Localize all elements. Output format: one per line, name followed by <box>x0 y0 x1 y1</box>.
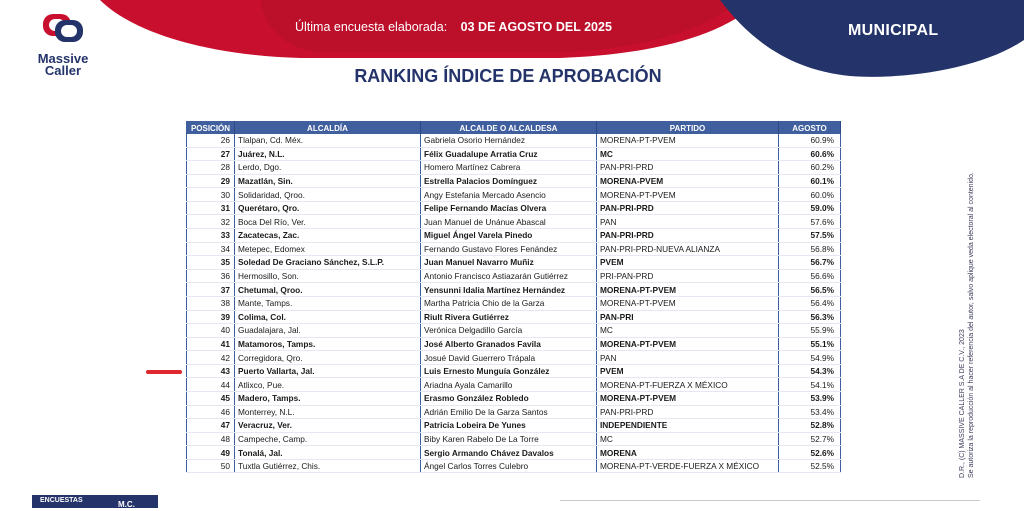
municipality-cell: Madero, Tamps. <box>235 391 421 405</box>
table-row <box>187 256 841 270</box>
mayor-cell: Gabriela Osorio Hernández <box>421 134 597 147</box>
mayor-cell: Angy Estefania Mercado Asencio <box>421 188 597 202</box>
table-row <box>187 296 841 310</box>
party-cell: MORENA <box>597 446 779 460</box>
table-row <box>187 215 841 229</box>
mayor-cell: Sergio Armando Chávez Davalos <box>421 446 597 460</box>
position-cell: 44 <box>187 378 235 392</box>
approval-cell: 60.0% <box>779 188 841 202</box>
party-cell: PAN-PRI-PRD <box>597 201 779 215</box>
mayor-cell: Ariadna Ayala Camarillo <box>421 378 597 392</box>
municipality-cell: Corregidora, Qro. <box>235 351 421 365</box>
municipality-cell: Monterrey, N.L. <box>235 405 421 419</box>
position-cell: 46 <box>187 405 235 419</box>
approval-cell: 52.5% <box>779 459 841 473</box>
table-row <box>187 242 841 256</box>
copyright-notice: D.R., (C) MASSIVE CALLER S.A DE C.V., 2023 Se autoriza la reproducción al hacer referencia del autor, salvo aplique veda electoral al contenido. <box>959 172 975 478</box>
party-cell: PAN <box>597 351 779 365</box>
municipality-cell: Tuxtla Gutiérrez, Chis. <box>235 459 421 473</box>
approval-cell: 52.6% <box>779 446 841 460</box>
party-cell: MORENA-PT-PVEM <box>597 134 779 147</box>
party-cell: MORENA-PT-PVEM <box>597 337 779 351</box>
party-cell: MORENA-PT-VERDE-FUERZA X MÉXICO <box>597 459 779 473</box>
position-cell: 50 <box>187 459 235 473</box>
approval-cell: 56.7% <box>779 256 841 270</box>
party-cell: PAN-PRI-PRD <box>597 161 779 175</box>
approval-cell: 53.4% <box>779 405 841 419</box>
column-header-approval: AGOSTO <box>779 122 841 135</box>
party-cell: PAN-PRI-PRD <box>597 229 779 243</box>
party-cell: MORENA-PVEM <box>597 174 779 188</box>
table-row <box>187 337 841 351</box>
position-cell: 26 <box>187 134 235 147</box>
party-cell: MORENA-PT-PVEM <box>597 283 779 297</box>
municipality-cell: Chetumal, Qroo. <box>235 283 421 297</box>
municipality-cell: Colima, Col. <box>235 310 421 324</box>
party-cell: MORENA-PT-PVEM <box>597 188 779 202</box>
table-row <box>187 229 841 243</box>
municipality-cell: Soledad De Graciano Sánchez, S.L.P. <box>235 256 421 270</box>
table-row <box>187 161 841 175</box>
position-cell: 42 <box>187 351 235 365</box>
approval-cell: 56.6% <box>779 269 841 283</box>
approval-cell: 53.9% <box>779 391 841 405</box>
table-row <box>187 378 841 392</box>
municipality-cell: Lerdo, Dgo. <box>235 161 421 175</box>
table-header-row <box>187 122 841 135</box>
approval-cell: 60.6% <box>779 147 841 161</box>
municipality-cell: Puerto Vallarta, Jal. <box>235 364 421 378</box>
municipality-cell: Campeche, Camp. <box>235 432 421 446</box>
municipality-cell: Solidaridad, Qroo. <box>235 188 421 202</box>
table-row <box>187 134 841 147</box>
approval-cell: 54.3% <box>779 364 841 378</box>
table-row <box>187 419 841 433</box>
survey-date: 03 DE AGOSTO DEL 2025 <box>460 20 612 34</box>
position-cell: 43 <box>187 364 235 378</box>
mayor-cell: Ángel Carlos Torres Culebro <box>421 459 597 473</box>
position-cell: 38 <box>187 296 235 310</box>
ranking-table <box>186 121 841 473</box>
brand-name: Massive Caller <box>37 51 89 78</box>
mayor-cell: Erasmo González Robledo <box>421 391 597 405</box>
mayor-cell: Juan Manuel Navarro Muñiz <box>421 256 597 270</box>
party-cell: PRI-PAN-PRD <box>597 269 779 283</box>
table-row <box>187 405 841 419</box>
municipality-cell: Tlalpan, Cd. Méx. <box>235 134 421 147</box>
party-cell: PAN <box>597 215 779 229</box>
footer-divider <box>560 500 980 501</box>
mayor-cell: Yensunni Idalia Martínez Hernández <box>421 283 597 297</box>
party-cell: PAN-PRI-PRD-NUEVA ALIANZA <box>597 242 779 256</box>
approval-cell: 57.5% <box>779 229 841 243</box>
municipality-cell: Matamoros, Tamps. <box>235 337 421 351</box>
highlight-marker <box>146 370 182 374</box>
approval-cell: 60.9% <box>779 134 841 147</box>
municipality-cell: Atlixco, Pue. <box>235 378 421 392</box>
table-row <box>187 147 841 161</box>
party-cell: INDEPENDIENTE <box>597 419 779 433</box>
party-cell: PAN-PRI-PRD <box>597 405 779 419</box>
table-row <box>187 391 841 405</box>
approval-cell: 54.9% <box>779 351 841 365</box>
mayor-cell: Martha Patricia Chio de la Garza <box>421 296 597 310</box>
column-header-mayor: ALCALDE O ALCALDESA <box>421 122 597 135</box>
mayor-cell: Fernando Gustavo Flores Fenández <box>421 242 597 256</box>
municipality-cell: Mazatlán, Sin. <box>235 174 421 188</box>
approval-cell: 56.4% <box>779 296 841 310</box>
page-title: RANKING ÍNDICE DE APROBACIÓN <box>354 66 662 86</box>
table-row <box>187 310 841 324</box>
table-row <box>187 459 841 473</box>
mayor-cell: Riult Rivera Gutiérrez <box>421 310 597 324</box>
table-row <box>187 351 841 365</box>
municipality-cell: Mante, Tamps. <box>235 296 421 310</box>
approval-cell: 55.1% <box>779 337 841 351</box>
party-cell: PVEM <box>597 256 779 270</box>
table-row <box>187 174 841 188</box>
mayor-cell: Verónica Delgadillo García <box>421 324 597 338</box>
municipality-cell: Juárez, N.L. <box>235 147 421 161</box>
column-header-party: PARTIDO <box>597 122 779 135</box>
mayor-cell: Antonio Francisco Astiazarán Gutiérrez <box>421 269 597 283</box>
approval-cell: 60.1% <box>779 174 841 188</box>
mayor-cell: Estrella Palacios Domínguez <box>421 174 597 188</box>
municipality-cell: Querétaro, Qro. <box>235 201 421 215</box>
party-cell: MORENA-PT-FUERZA X MÉXICO <box>597 378 779 392</box>
party-cell: MORENA-PT-PVEM <box>597 391 779 405</box>
municipality-cell: Guadalajara, Jal. <box>235 324 421 338</box>
approval-cell: 54.1% <box>779 378 841 392</box>
party-cell: MC <box>597 147 779 161</box>
party-cell: MC <box>597 432 779 446</box>
approval-cell: 55.9% <box>779 324 841 338</box>
column-header-municipality: ALCALDÍA <box>235 122 421 135</box>
table-row <box>187 364 841 378</box>
position-cell: 40 <box>187 324 235 338</box>
column-header-position: POSICIÓN <box>187 122 235 135</box>
mayor-cell: Juan Manuel de Unánue Abascal <box>421 215 597 229</box>
position-cell: 30 <box>187 188 235 202</box>
approval-cell: 52.7% <box>779 432 841 446</box>
approval-cell: 60.2% <box>779 161 841 175</box>
position-cell: 31 <box>187 201 235 215</box>
logo-icon <box>41 8 85 48</box>
mayor-cell: Félix Guadalupe Arratia Cruz <box>421 147 597 161</box>
mayor-cell: Biby Karen Rabelo De La Torre <box>421 432 597 446</box>
table-row <box>187 283 841 297</box>
position-cell: 41 <box>187 337 235 351</box>
table-row <box>187 446 841 460</box>
table-row <box>187 201 841 215</box>
position-cell: 34 <box>187 242 235 256</box>
mayor-cell: Adrián Emilio De la Garza Santos <box>421 405 597 419</box>
position-cell: 33 <box>187 229 235 243</box>
approval-cell: 57.6% <box>779 215 841 229</box>
mayor-cell: Josué David Guerrero Trápala <box>421 351 597 365</box>
position-cell: 39 <box>187 310 235 324</box>
position-cell: 27 <box>187 147 235 161</box>
mayor-cell: Miguel Ángel Varela Pinedo <box>421 229 597 243</box>
mayor-cell: Luis Ernesto Munguía González <box>421 364 597 378</box>
survey-label: Última encuesta elaborada: <box>295 20 448 34</box>
position-cell: 28 <box>187 161 235 175</box>
municipality-cell: Tonalá, Jal. <box>235 446 421 460</box>
table-row <box>187 324 841 338</box>
municipality-cell: Veracruz, Ver. <box>235 419 421 433</box>
mayor-cell: Homero Martínez Cabrera <box>421 161 597 175</box>
mayor-cell: José Alberto Granados Favila <box>421 337 597 351</box>
table-row <box>187 269 841 283</box>
survey-date-line <box>295 20 612 34</box>
party-cell: PVEM <box>597 364 779 378</box>
footer-surveys-box: ENCUESTAS M.C. <box>32 495 158 508</box>
position-cell: 36 <box>187 269 235 283</box>
position-cell: 47 <box>187 419 235 433</box>
position-cell: 49 <box>187 446 235 460</box>
party-cell: MORENA-PT-PVEM <box>597 296 779 310</box>
approval-cell: 56.8% <box>779 242 841 256</box>
table-row <box>187 432 841 446</box>
municipality-cell: Hermosillo, Son. <box>235 269 421 283</box>
approval-cell: 56.5% <box>779 283 841 297</box>
scope-label: MUNICIPAL <box>848 22 939 39</box>
municipality-cell: Zacatecas, Zac. <box>235 229 421 243</box>
municipality-cell: Metepec, Edomex <box>235 242 421 256</box>
mayor-cell: Felipe Fernando Macías Olvera <box>421 201 597 215</box>
party-cell: MC <box>597 324 779 338</box>
position-cell: 35 <box>187 256 235 270</box>
approval-cell: 56.3% <box>779 310 841 324</box>
position-cell: 32 <box>187 215 235 229</box>
mayor-cell: Patricia Lobeira De Yunes <box>421 419 597 433</box>
party-cell: PAN-PRI <box>597 310 779 324</box>
position-cell: 45 <box>187 391 235 405</box>
position-cell: 48 <box>187 432 235 446</box>
approval-cell: 59.0% <box>779 201 841 215</box>
table-row <box>187 188 841 202</box>
approval-cell: 52.8% <box>779 419 841 433</box>
position-cell: 29 <box>187 174 235 188</box>
municipality-cell: Boca Del Río, Ver. <box>235 215 421 229</box>
position-cell: 37 <box>187 283 235 297</box>
